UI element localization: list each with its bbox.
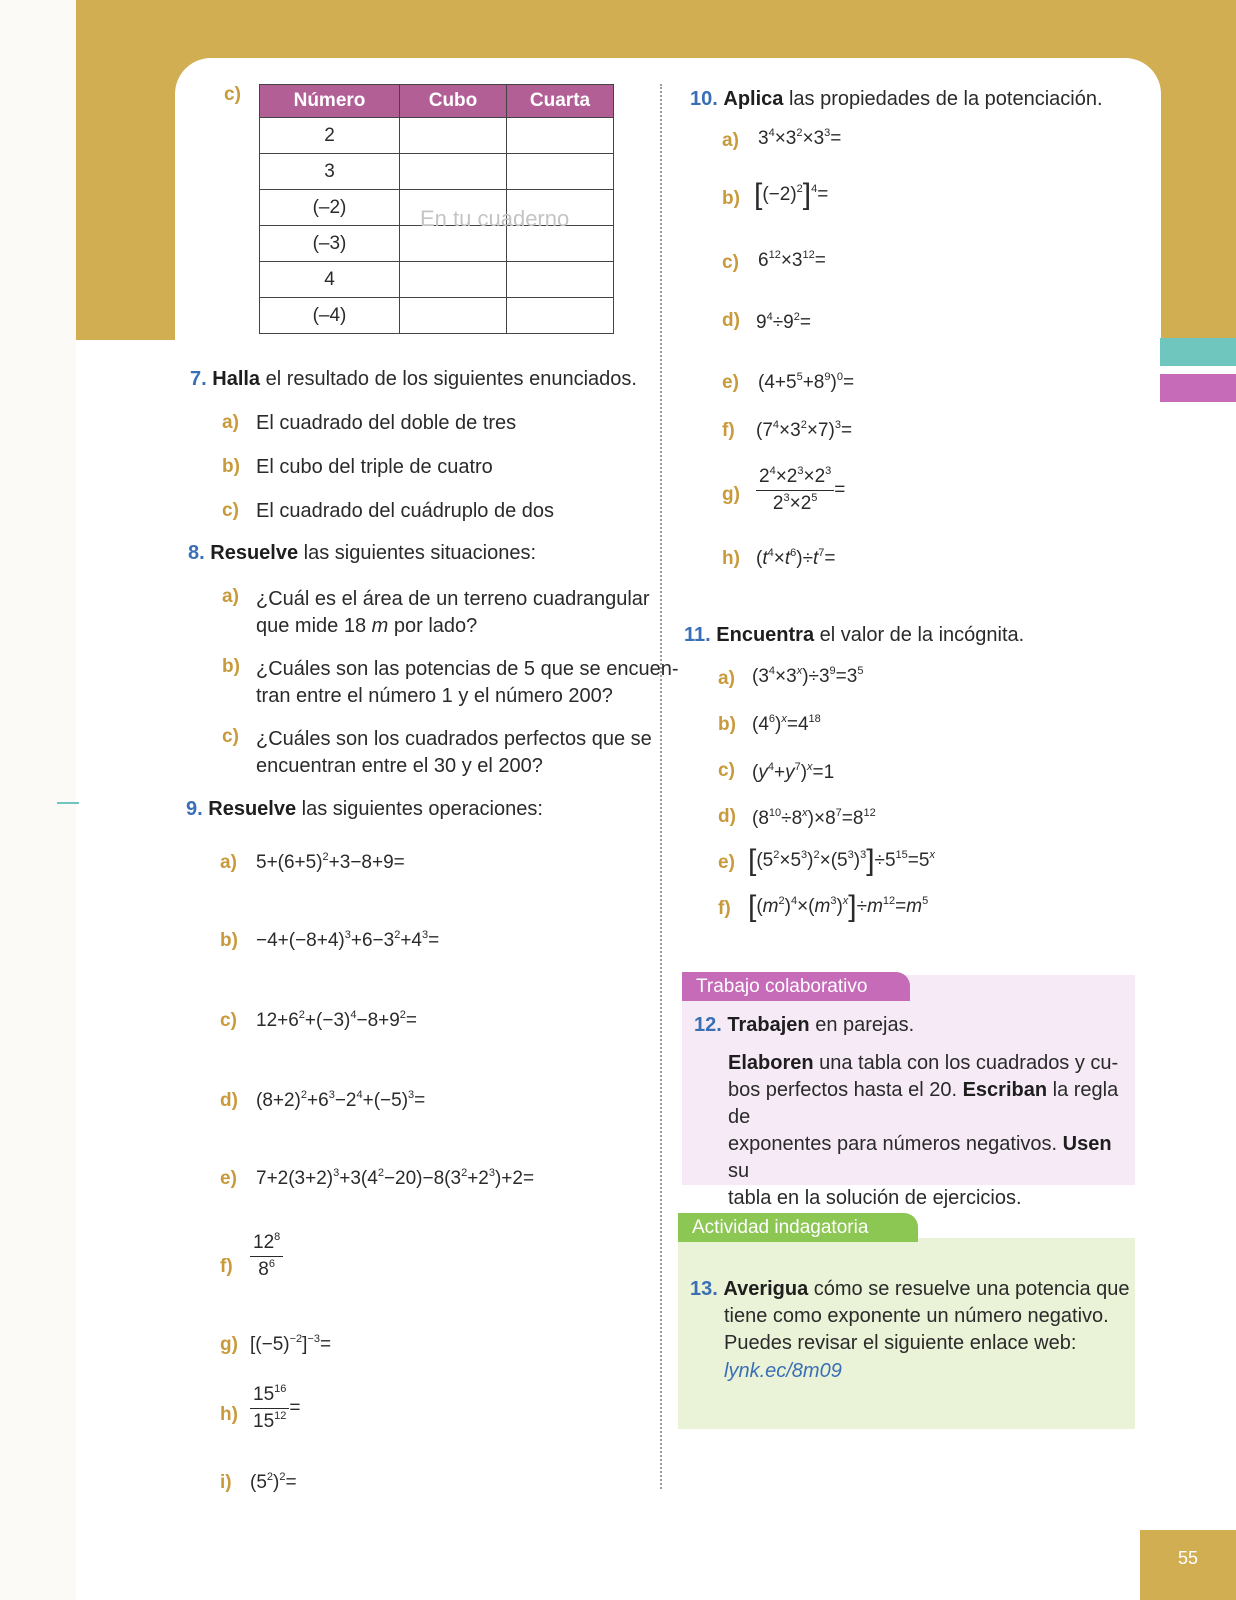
ex10-verb: Aplica [723, 88, 784, 110]
ex8-verb: Resuelve [210, 542, 299, 564]
ex9i-label: i) [220, 1472, 232, 1493]
ex8c-text [256, 726, 652, 780]
ex8a-unit: m [371, 615, 389, 637]
ex13-block [690, 1276, 1135, 1303]
ex7-text: el resultado de los siguientes enunciados. [260, 368, 637, 390]
cell-number: (–4) [260, 298, 400, 334]
ex8-heading [188, 540, 536, 567]
left-margin [0, 0, 76, 1600]
ex7c-label: c) [222, 500, 239, 521]
ex9h-expression: $\frac{15^{16}}{15^{12}}$ = [250, 1384, 301, 1433]
ex8a-text [256, 586, 650, 640]
cell-empty [400, 118, 507, 154]
ex11d-label: d) [718, 806, 736, 827]
ex9-verb: Resuelve [208, 798, 297, 820]
ex7-number: 7. [190, 368, 207, 390]
watermark-text: En tu cuaderno [420, 206, 570, 231]
ex9-heading [186, 796, 543, 823]
ex9b-expression: $-4+(-8+4)^3+6-3^2+4^3=$ [256, 929, 440, 951]
web-link[interactable]: lynk.ec/8m09 [724, 1360, 842, 1382]
ex10c-expression: $6^{12}\times 3^{12}=$ [758, 249, 826, 271]
ex9b-label: b) [220, 930, 238, 951]
ex8c-line1: ¿Cuáles son los cuadrados perfectos que se [256, 728, 652, 750]
ex10f-label: f) [722, 420, 735, 441]
cell-number: (–2) [260, 190, 400, 226]
ex9i-expression: $(5^2)^2=$ [250, 1471, 297, 1493]
ex11e-expression: $[(5^2\times 5^3)^2\times(5^3)^3]\div 5^{15}=5^x$ [748, 844, 935, 877]
collab-tag: Trabajo colaborativo [682, 972, 910, 1001]
collab-text-3: la regla de [728, 1079, 1119, 1128]
ex10e-expression: $(4+5^5+8^9)^0=$ [758, 371, 855, 393]
column-divider [660, 84, 662, 1489]
ex7b-label: b) [222, 456, 240, 477]
ex10-text: las propiedades de la potenciación. [783, 88, 1103, 110]
ex11a-expression: $(3^4\times 3^x)\div 3^9=3^5$ [752, 665, 864, 687]
cell-number: (–3) [260, 226, 400, 262]
ex7a-label: a) [222, 412, 239, 433]
ex9e-expression: $7+2(3+2)^3+3(4^2-20)-8(3^2+2^3)+2=$ [256, 1167, 535, 1189]
collab-text-2: bos perfectos hasta el 20. [728, 1079, 963, 1101]
header-cubo: Cubo [400, 85, 507, 118]
ex11c-expression: $(y^4+y^7)^x=1$ [752, 761, 835, 783]
ex13-text-2: tiene como exponente un número negativo. [724, 1305, 1109, 1327]
ex7b-text: El cubo del triple de cuatro [256, 456, 493, 478]
ex11-number: 11. [684, 624, 711, 646]
ex12-number: 12. [694, 1014, 722, 1036]
ex8-number: 8. [188, 542, 205, 564]
ex12-text: en parejas. [809, 1014, 915, 1036]
ex9d-expression: $(8+2)^2+6^3-2^4+(-5)^3=$ [256, 1089, 426, 1111]
ex9f-expression: $\frac{12^8}{8^6}$ [250, 1232, 283, 1281]
edge-tab-teal [1160, 338, 1236, 366]
ex7c-text: El cuadrado del cuádruplo de dos [256, 500, 554, 522]
table-row [260, 154, 614, 190]
ex11f-expression: $[(m^2)^4\times(m^3)^x]\div m^{12}=m^5$ [748, 890, 929, 923]
collab-text-1: una tabla con los cuadrados y cu- [813, 1052, 1119, 1074]
table-row [260, 298, 614, 334]
ex8a-line2a: que mide 18 [256, 615, 372, 637]
ex9-text: las siguientes operaciones: [296, 798, 543, 820]
ex10h-label: h) [722, 548, 740, 569]
cell-number: 3 [260, 154, 400, 190]
cell-empty [507, 154, 614, 190]
ex9g-label: g) [220, 1334, 238, 1355]
ex11-text: el valor de la incógnita. [814, 624, 1025, 646]
ex10b-expression: $[(-2)^2]^4=$ [754, 178, 829, 211]
ex7a-text: El cuadrado del doble de tres [256, 412, 517, 434]
ex9f-label: f) [220, 1256, 233, 1277]
ex11b-expression: $(4^6)^x=4^{18}$ [752, 713, 821, 735]
ex10b-label: b) [722, 188, 740, 209]
cell-empty [507, 262, 614, 298]
ex10-heading [690, 86, 1103, 113]
ex13-text-1: cómo se resuelve una potencia que [808, 1278, 1130, 1300]
ex9d-label: d) [220, 1090, 238, 1111]
ex9-number: 9. [186, 798, 203, 820]
ex13-number: 13. [690, 1278, 718, 1300]
ex11a-label: a) [718, 668, 735, 689]
ex11f-label: f) [718, 898, 731, 919]
ex10a-label: a) [722, 130, 739, 151]
cell-empty [507, 298, 614, 334]
cell-empty [400, 298, 507, 334]
inquiry-tag: Actividad indagatoria [678, 1213, 918, 1242]
ex10h-expression: $(t^4\times t^6)\div t^7=$ [756, 547, 836, 569]
collab-bold-3: Usen [1062, 1133, 1112, 1155]
ex11-verb: Encuentra [716, 624, 815, 646]
ex10-number: 10. [690, 88, 718, 110]
table-label: c) [224, 84, 241, 105]
ex8a-label: a) [222, 586, 239, 607]
ex8b-label: b) [222, 656, 240, 677]
collab-bold-1: Elaboren [728, 1052, 814, 1074]
ex10f-expression: $(7^4\times 3^2\times 7)^3=$ [756, 419, 853, 441]
ex8c-label: c) [222, 726, 239, 747]
edge-tab-pink [1160, 374, 1236, 402]
ex9a-expression: $5+(6+5)^2+3-8+9=$ [256, 851, 405, 873]
cell-number: 4 [260, 262, 400, 298]
ex12-heading [694, 1012, 914, 1039]
header-cuarta: Cuarta [507, 85, 614, 118]
ex8a-line1: ¿Cuál es el área de un terreno cuadrangular [256, 588, 650, 610]
margin-tick [57, 802, 79, 804]
ex9h-label: h) [220, 1404, 238, 1425]
ex7-heading [190, 366, 637, 393]
ex7-verb: Halla [212, 368, 261, 390]
table-header-row [260, 85, 614, 118]
cell-empty [507, 118, 614, 154]
collab-bold-2: Escriban [962, 1079, 1048, 1101]
ex10c-label: c) [722, 252, 739, 273]
ex10d-label: d) [722, 310, 740, 331]
cell-empty [400, 154, 507, 190]
ex11c-label: c) [718, 760, 735, 781]
collab-text-5: su [728, 1160, 750, 1182]
ex9c-label: c) [220, 1010, 237, 1031]
ex9e-label: e) [220, 1168, 237, 1189]
ex10d-expression: $9^4\div 9^2=$ [756, 311, 811, 333]
ex8b-line2: tran entre el número 1 y el número 200? [256, 685, 613, 707]
collab-text-4: exponentes para números negativos. [728, 1133, 1063, 1155]
ex13-text-3: Puedes revisar el siguiente enlace web: [724, 1332, 1077, 1354]
ex8a-line2b: por lado? [388, 615, 478, 637]
ex11d-expression: $(8^{10}\div 8^x)\times 8^7=8^{12}$ [752, 807, 876, 829]
ex13-verb: Averigua [723, 1278, 809, 1300]
ex8c-line2: encuentran entre el 30 y el 200? [256, 755, 543, 777]
ex9a-label: a) [220, 852, 237, 873]
table-row [260, 262, 614, 298]
ex11e-label: e) [718, 852, 735, 873]
ex9g-expression: $[(-5)^{-2}]^{-3}=$ [250, 1333, 332, 1355]
ex10e-label: e) [722, 372, 739, 393]
ex8-text: las siguientes situaciones: [298, 542, 537, 564]
ex10g-expression: $\frac{2^4\times 2^3\times 2^3}{2^3\times 2^5}$ = [756, 466, 845, 515]
ex10g-label: g) [722, 484, 740, 505]
collab-text-6: tabla en la solución de ejercicios. [728, 1187, 1022, 1209]
ex10a-expression: $3^4\times 3^2\times 3^3=$ [758, 127, 842, 149]
cell-empty [400, 262, 507, 298]
collab-paragraph [728, 1050, 1133, 1212]
page-number: 55 [1140, 1530, 1236, 1600]
ex11b-label: b) [718, 714, 736, 735]
ex11-heading [684, 622, 1024, 649]
ex9c-expression: $12+6^2+(-3)^4-8+9^2=$ [256, 1009, 418, 1031]
ex12-verb: Trabajen [727, 1014, 810, 1036]
cell-number: 2 [260, 118, 400, 154]
ex8b-line1: ¿Cuáles son las potencias de 5 que se encuen- [256, 658, 679, 680]
table-row [260, 118, 614, 154]
header-numero: Número [260, 85, 400, 118]
ex8b-text [256, 656, 679, 710]
